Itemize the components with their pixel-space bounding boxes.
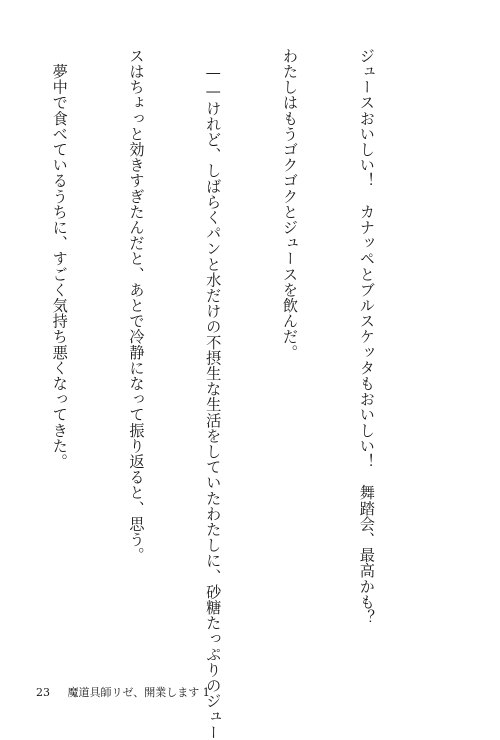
text-line: ジュースおいしい！ カナッペとブルスケッタもおいしい！ 舞踏会、最高かも？ <box>357 48 376 626</box>
text-line: ——けれど、しばらくパンと水だけの不摂生な生活をしていたわたしに、砂糖たっぷりのジュー <box>204 48 223 740</box>
page-footer <box>36 684 210 700</box>
text-line: わたしはもうゴクゴクとジュースを飲んだ。 <box>281 48 300 360</box>
text-line: 夢中で食べているうちに、すごく気持ち悪くなってきた。 <box>50 48 69 470</box>
text-line: スはちょっと効きすぎたんだと、あとで冷静になって振り返ると、思う。 <box>127 48 146 563</box>
book-title: 魔道具師リゼ、開業します 1 <box>67 686 210 699</box>
page-number: 23 <box>36 686 50 699</box>
